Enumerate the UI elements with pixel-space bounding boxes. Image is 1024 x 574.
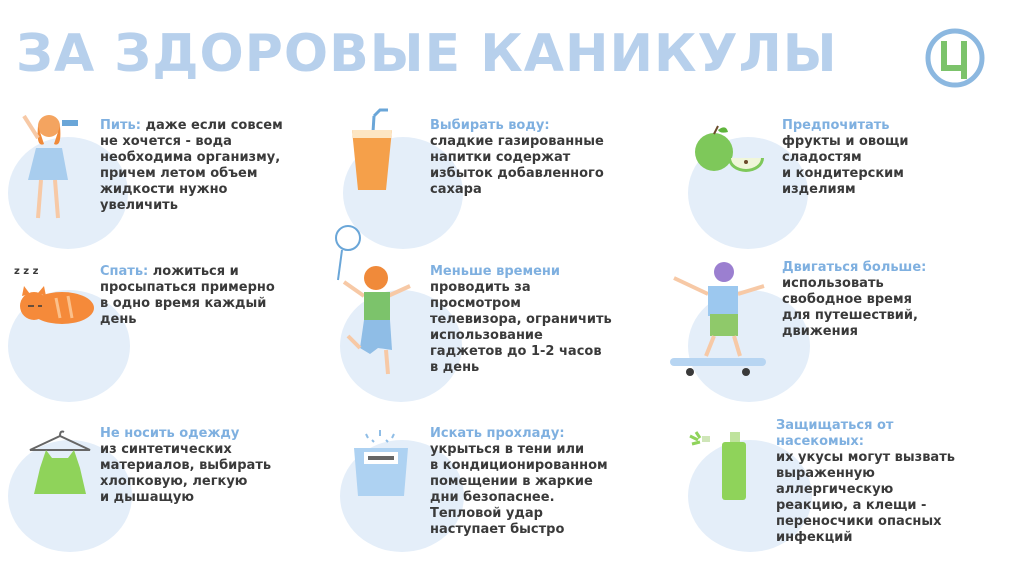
tip-line: в день xyxy=(430,360,480,375)
tip-line: день xyxy=(100,312,137,327)
tip-line: материалов, выбирать xyxy=(100,458,272,473)
tip-line: просмотром xyxy=(430,296,521,311)
tip-line: переносчики опасных xyxy=(776,514,942,529)
apple-icon xyxy=(692,122,768,174)
tip-heading: Пить: xyxy=(100,118,141,133)
tip-line: реакцию, а клещи - xyxy=(776,498,927,513)
tip-line: наступает быстро xyxy=(430,522,565,537)
girl-drinking-icon xyxy=(16,108,86,223)
tip-line: из синтетических xyxy=(100,442,232,457)
logo-icon xyxy=(920,28,990,88)
tip-line: свободное время xyxy=(782,292,912,307)
tip-heading: Искать прохладу: xyxy=(430,426,565,441)
page-title: ЗА ЗДОРОВЫЕ КАНИКУЛЫ xyxy=(16,24,838,84)
svg-text:z z z: z z z xyxy=(14,266,39,277)
tip-line: инфекций xyxy=(776,530,853,545)
dress-hanger-icon xyxy=(26,428,94,500)
tip-line: даже если совсем xyxy=(145,118,283,133)
tip-line: фрукты и овощи xyxy=(782,134,909,149)
tip-fruits xyxy=(782,118,909,198)
tip-line: необходима организму, xyxy=(100,150,281,165)
tip-screen-time xyxy=(430,264,612,376)
tip-line: и кондитерским xyxy=(782,166,904,181)
tip-line: движения xyxy=(782,324,859,339)
tip-line: аллергическую xyxy=(776,482,894,497)
tip-line: укрыться в тени или xyxy=(430,442,585,457)
tip-line: использование xyxy=(430,328,543,343)
tip-line: в одно время каждый xyxy=(100,296,267,311)
tip-line: дни безопаснее. xyxy=(430,490,555,505)
tip-line: и дышащую xyxy=(100,490,194,505)
tip-line: их укусы могут вызвать xyxy=(776,450,955,465)
tip-move xyxy=(782,260,926,340)
tip-heading: Защищаться от насекомых: xyxy=(776,418,894,449)
tip-heading: Предпочитать xyxy=(782,118,890,133)
tip-line: телевизора, ограничить xyxy=(430,312,612,327)
insect-spray-icon xyxy=(686,428,756,504)
tip-insects xyxy=(776,418,976,546)
tip-heading: Меньше времени xyxy=(430,264,560,279)
boy-skateboard-icon xyxy=(668,258,768,380)
tip-sleep xyxy=(100,264,275,328)
tip-line: использовать xyxy=(782,276,884,291)
tip-line: избыток добавленного xyxy=(430,166,604,181)
tip-line: напитки содержат xyxy=(430,150,571,165)
tip-line: помещении в жаркие xyxy=(430,474,593,489)
tip-line: увеличить xyxy=(100,198,178,213)
tip-drink xyxy=(100,118,283,214)
tip-line: для путешествий, xyxy=(782,308,918,323)
tip-cool xyxy=(430,426,608,538)
tip-clothes xyxy=(100,426,271,506)
tip-line: сахара xyxy=(430,182,482,197)
tip-heading: Двигаться больше: xyxy=(782,260,927,275)
tip-line: не хочется - вода xyxy=(100,134,232,149)
sleeping-cat-icon xyxy=(8,262,98,326)
tip-line: жидкости нужно xyxy=(100,182,228,197)
tip-line: изделиям xyxy=(782,182,856,197)
tip-line: в кондиционированном xyxy=(430,458,608,473)
tip-line: хлопковую, легкую xyxy=(100,474,248,489)
tip-line: ложиться и xyxy=(152,264,239,279)
tip-line: просыпаться примерно xyxy=(100,280,275,295)
tip-line: причем летом объем xyxy=(100,166,258,181)
air-conditioner-icon xyxy=(346,428,416,500)
tip-line: сладкие газированные xyxy=(430,134,604,149)
tip-line: сладостям xyxy=(782,150,862,165)
juice-glass-icon xyxy=(344,108,404,198)
tip-line: Тепловой удар xyxy=(430,506,543,521)
tip-line: проводить за xyxy=(430,280,531,295)
tip-heading: Спать: xyxy=(100,264,149,279)
tip-line: гаджетов до 1-2 часов xyxy=(430,344,602,359)
tip-line: выраженную xyxy=(776,466,875,481)
tip-heading: Не носить одежду xyxy=(100,426,240,441)
tip-heading: Выбирать воду: xyxy=(430,118,550,133)
girl-racket-icon xyxy=(330,224,422,380)
tip-water xyxy=(430,118,604,198)
